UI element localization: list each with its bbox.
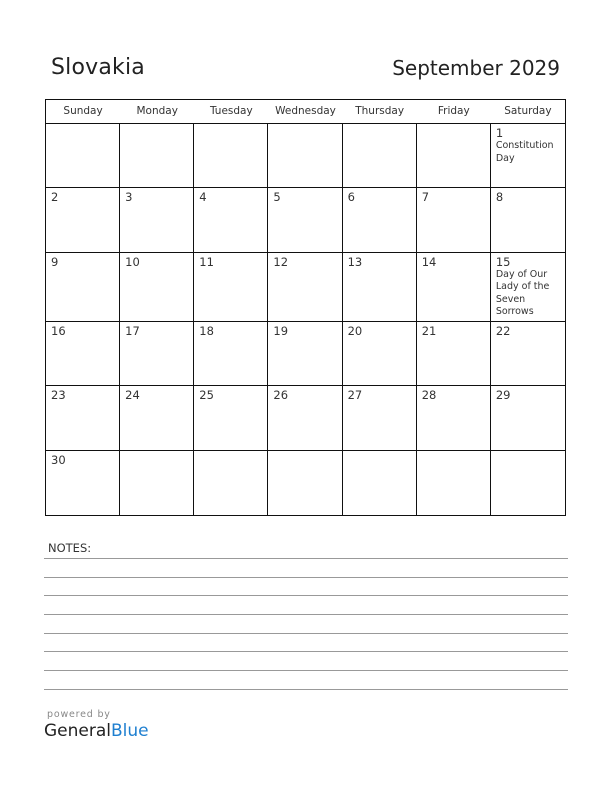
day-number: 25 [199,388,214,403]
day-number: 29 [495,388,511,403]
notes-line [44,577,568,578]
day-number: 1 [495,126,504,140]
day-number: 16 [51,323,66,338]
day-cell [343,124,417,188]
day-cell [491,322,565,386]
day-number: 26 [273,388,289,403]
generalblue-logo [44,721,149,741]
powered-by-text: powered by [47,709,111,720]
day-cell [46,451,120,515]
holiday-label: Day of Our Lady of the Seven Sorrows [495,268,550,318]
day-cell [491,124,565,188]
day-number: 30 [51,452,66,467]
day-number: 2 [51,190,59,205]
country-title: Slovakia [51,55,145,80]
day-number: 7 [421,190,430,205]
day-number: 18 [199,323,214,338]
day-cell [491,451,565,515]
day-number: 8 [495,190,504,205]
notes-line [44,689,568,690]
day-number: 13 [347,254,363,269]
day-cell [194,386,268,450]
month-year-title: September 2029 [392,56,560,80]
day-cell [120,253,194,322]
day-cell [343,386,417,450]
day-cell [120,322,194,386]
day-number: 10 [125,254,140,269]
day-number: 20 [347,323,363,338]
weekday-tuesday: Tuesday [209,105,253,117]
notes-line [44,614,568,615]
day-number: 24 [125,388,140,403]
day-cell [194,322,268,386]
notes-line [44,670,568,671]
calendar-grid [45,99,566,516]
day-cell [46,188,120,252]
day-cell [268,188,342,252]
weekday-wednesday: Wednesday [275,105,336,117]
weekday-sunday: Sunday [63,105,103,117]
day-number: 6 [347,190,355,205]
day-cell [194,124,268,188]
day-number: 19 [273,323,289,338]
day-number: 17 [125,323,140,338]
day-cell [417,451,491,515]
day-cell [120,451,194,515]
day-number: 23 [51,388,66,403]
day-cell [46,386,120,450]
day-number: 9 [51,254,59,269]
day-cell [417,253,491,322]
notes-line [44,651,568,652]
day-cell [46,322,120,386]
day-number: 15 [495,254,511,269]
day-cell [417,386,491,450]
day-number: 28 [421,388,437,403]
day-number: 11 [199,254,214,269]
day-cell [343,451,417,515]
brand-blue: Blue [111,721,149,741]
weekday-monday: Monday [136,105,178,117]
day-cell [194,253,268,322]
day-number: 21 [421,323,437,338]
day-cell [46,124,120,188]
day-cell [46,253,120,322]
day-cells [46,124,565,515]
notes-line [44,595,568,596]
day-cell [120,188,194,252]
day-cell [268,253,342,322]
day-number: 3 [125,190,133,205]
day-cell [343,322,417,386]
day-cell [120,124,194,188]
day-cell [194,451,268,515]
day-cell [491,188,565,252]
day-cell [417,322,491,386]
day-cell [343,188,417,252]
day-number: 5 [273,190,281,205]
day-cell [417,124,491,188]
weekday-friday: Friday [437,105,470,117]
day-cell [268,124,342,188]
day-cell [268,386,342,450]
weekday-thursday: Thursday [355,105,405,117]
brand-general: General [44,721,111,741]
day-cell [491,386,565,450]
weekday-header-row [46,100,565,124]
day-number: 4 [199,190,207,205]
day-cell [194,188,268,252]
day-number: 27 [347,388,363,403]
day-cell [268,322,342,386]
day-cell [343,253,417,322]
day-cell [491,253,565,322]
day-cell [268,451,342,515]
holiday-label: Constitution Day [495,140,554,164]
day-cell [120,386,194,450]
weekday-saturday: Saturday [504,105,552,117]
notes-line [44,558,568,559]
day-number: 14 [421,254,437,269]
day-cell [417,188,491,252]
day-number: 12 [273,254,289,269]
day-number: 22 [495,323,511,338]
notes-line [44,633,568,634]
notes-label: NOTES: [48,541,92,555]
